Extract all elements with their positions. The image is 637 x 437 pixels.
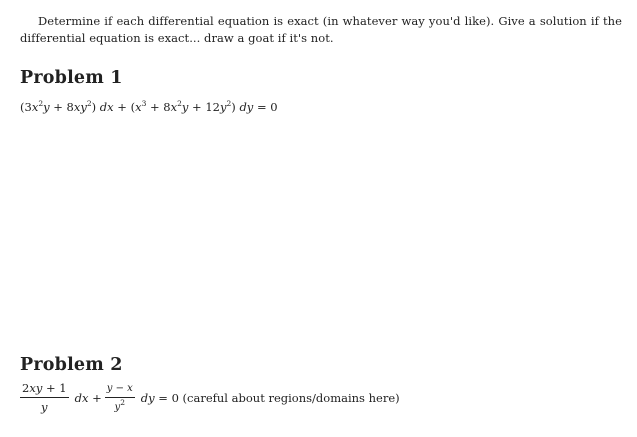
problem-1-heading: Problem 1 <box>20 68 123 88</box>
equation-tail: dy = 0 (careful about regions/domains here) <box>140 391 400 405</box>
problem-1-equation: $(3x^2y + 8xy^2)$ dx + $(x^3 + 8x^2y + 12y^2)$ dy = 0 <box>20 99 278 114</box>
fraction-1 <box>20 382 69 414</box>
dx-term: dx + <box>74 391 102 405</box>
fraction-2 <box>105 382 135 414</box>
fraction-2-numerator: y − x <box>105 382 135 398</box>
fraction-1-denominator: y <box>41 400 48 414</box>
problem-2-equation <box>20 382 400 414</box>
instructions-paragraph: Determine if each differential equation is exact (in whatever way you'd like). Give a solution if the differential equation is exact... draw a goat if it's not. <box>20 14 622 45</box>
fraction-1-numerator: 2xy + 1 <box>20 382 69 398</box>
fraction-2-denominator: $y^2$ <box>114 398 125 413</box>
problem-2-heading: Problem 2 <box>20 355 123 375</box>
